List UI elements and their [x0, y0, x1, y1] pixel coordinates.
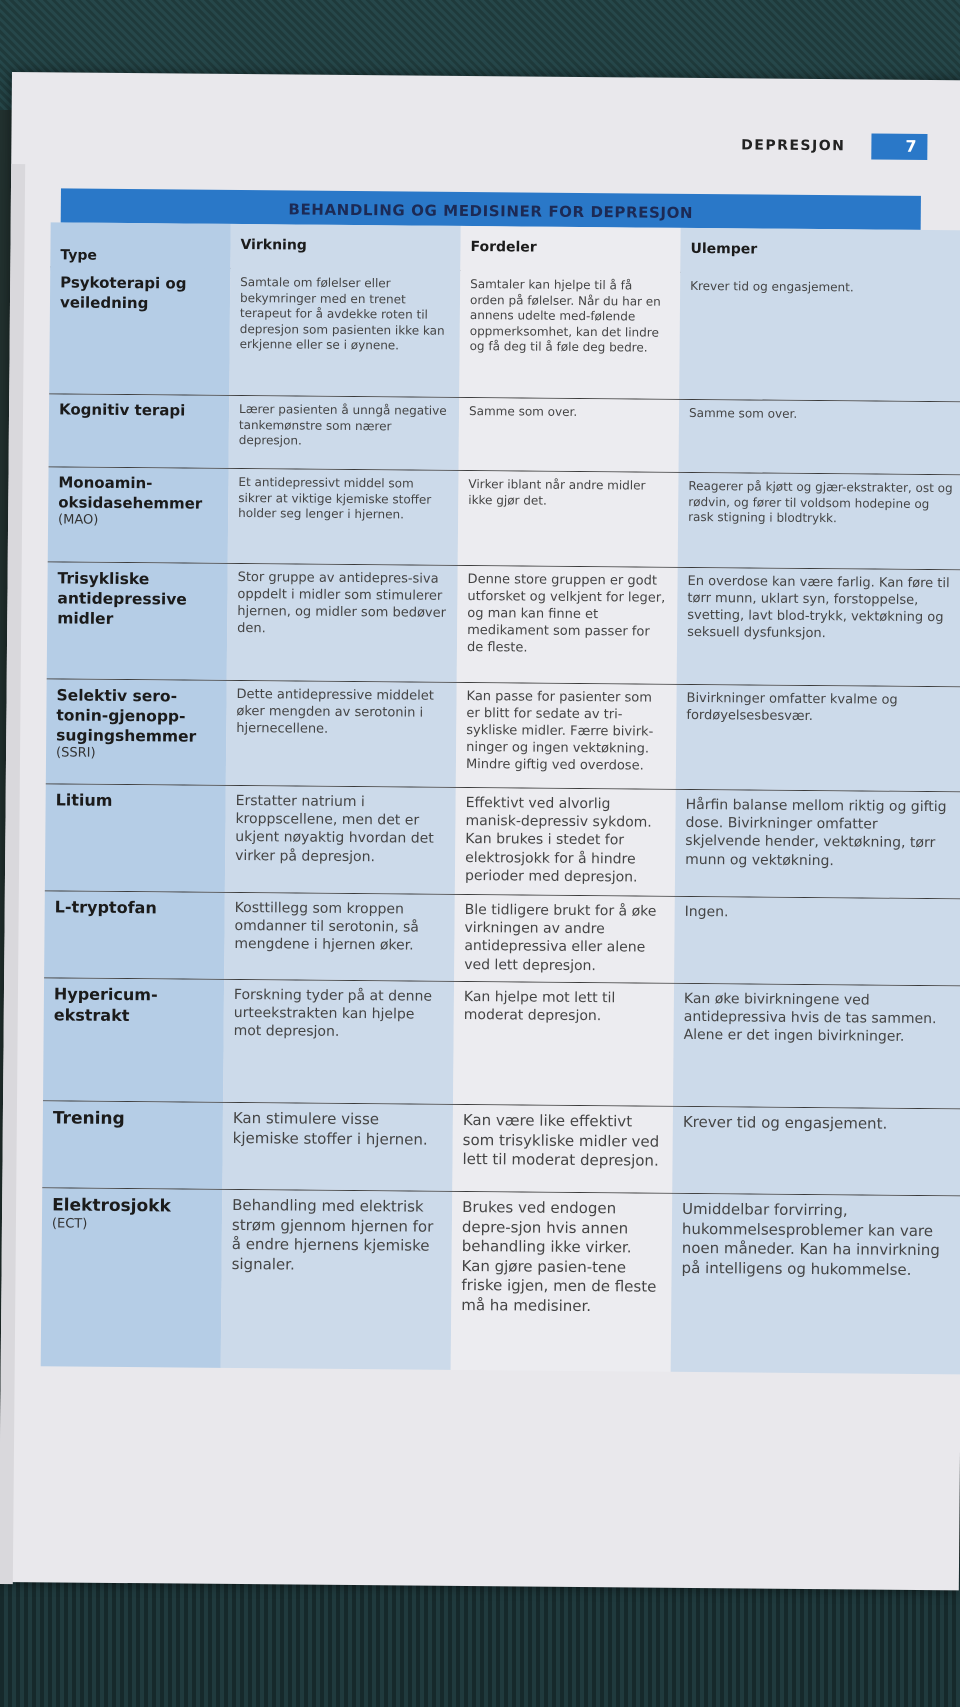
header-type: Type	[50, 222, 230, 272]
row-virkning: Lærer pasienten å unngå negative tankemønstre som nærer depresjon.	[229, 396, 460, 470]
running-head-title: DEPRESJON	[741, 137, 846, 155]
book-page	[0, 72, 960, 1590]
row-virkning: Stor gruppe av antidepres-siva oppdelt i midler som stimulerer hjernen, og midler som bedøver den.	[227, 564, 458, 682]
row-type-label: Litium	[55, 790, 113, 810]
treatment-table	[41, 188, 960, 1374]
row-type	[44, 891, 225, 979]
row-ulemper: Krever tid og engasjement.	[679, 273, 960, 402]
table-row	[46, 679, 960, 792]
row-virkning: Forskning tyder på at denne urteekstrakten kan hjelpe mot depresjon.	[223, 980, 454, 1104]
row-type	[46, 679, 227, 785]
row-type-label: Hypericum-ekstrakt	[53, 984, 158, 1025]
row-ulemper: Umiddelbar forvirring, hukommelsesproblemer kan vare noen måneder. Kan ha innvirkning på intelligens og hukommelse.	[671, 1194, 960, 1375]
table-row	[48, 467, 960, 570]
running-head	[741, 132, 927, 160]
row-type-label: Elektrosjokk	[52, 1195, 171, 1217]
row-type	[49, 267, 230, 395]
row-type-label: Trisykliske antidepressive midler	[57, 569, 187, 629]
row-ulemper: Hårfin balanse mellom riktig og giftig dose. Bivirkninger omfatter skjelvende hender, vektøkning, tørr munn og vektøkning.	[675, 790, 960, 899]
row-ulemper: Krever tid og engasjement.	[672, 1107, 960, 1196]
header-virkning: Virkning	[230, 224, 460, 274]
table-row	[49, 394, 960, 475]
row-ulemper: En overdose kan være farlig. Kan føre til tørr munn, uklart syn, forstoppelse, svetting, lavt blod-trykk, vektøkning og seksuell dysfunksjon.	[677, 568, 960, 687]
row-ulemper: Kan øke bivirkningene ved antidepressiva hvis de tas sammen. Alene er det ingen bivirkninger.	[673, 984, 960, 1109]
row-type-abbrev: (ECT)	[51, 1216, 88, 1232]
row-type-label: Trening	[52, 1108, 125, 1130]
row-virkning: Samtale om følelser eller bekymringer med en trenet terapeut for å avdekke roten til depresjon som pasienten ikke kan erkjenne eller se i øynene.	[229, 269, 460, 397]
row-type-label: Psykoterapi og veiledning	[59, 273, 187, 312]
row-type	[41, 1188, 223, 1368]
table-row	[49, 267, 960, 402]
row-fordeler: Samme som over.	[459, 398, 680, 472]
row-fordeler: Ble tidligere brukt for å øke virkningen av andre antidepressiva eller alene ved lett depresjon.	[454, 895, 675, 983]
row-virkning: Et antidepressivt middel som sikrer at viktige kjemiske stoffer holder seg lenger i hjernen.	[228, 469, 459, 565]
row-type	[49, 394, 230, 468]
row-virkning: Dette antidepressive middelet øker mengden av serotonin i hjernecellene.	[226, 681, 457, 787]
table-caption: BEHANDLING OG MEDISINER FOR DEPRESJON	[61, 188, 921, 230]
row-type-label: L-tryptofan	[54, 897, 157, 918]
row-ulemper: Samme som over.	[679, 400, 960, 475]
row-virkning: Erstatter natrium i kroppscellene, men det er ukjent nøyaktig hvordan det virker på depresjon.	[225, 786, 456, 894]
row-fordeler: Kan passe for pasienter som er blitt for sedate av tri-sykliske midler. Færre bivirk-ninger og ingen vektøkning. Mindre giftig ved overdose.	[456, 683, 677, 789]
row-type	[47, 562, 228, 680]
row-type-label: Selektiv sero-tonin-gjenopp-sugingshemmer	[56, 686, 197, 746]
row-fordeler: Denne store gruppen er godt utforsket og velkjent for leger, og man kan finne et medikament som passer for de fleste.	[457, 566, 678, 684]
header-fordeler: Fordeler	[460, 226, 680, 276]
row-type-abbrev: (MAO)	[58, 512, 99, 528]
table-row	[42, 1101, 960, 1196]
row-fordeler: Samtaler kan hjelpe til å få orden på følelser. Når du har en annens udelte med-følende oppmerksomhet, kan det lindre og få deg til å føle deg bedre.	[459, 271, 680, 399]
page-number: 7	[871, 134, 927, 160]
table-row	[47, 562, 960, 687]
row-ulemper: Reagerer på kjøtt og gjær-ekstrakter, ost og rødvin, og fører til voldsom hodepine og rask stigning i blodtrykk.	[678, 473, 960, 570]
table-row	[45, 784, 960, 899]
table-header-row	[50, 222, 960, 275]
row-virkning: Kosttillegg som kroppen omdanner til serotonin, så mengdene i hjernen øker.	[224, 893, 455, 981]
page-edge	[0, 164, 25, 1584]
row-ulemper: Bivirkninger omfatter kvalme og fordøyelsesbesvær.	[676, 685, 960, 792]
row-virkning: Behandling med elektrisk strøm gjennom hjernen for å endre hjernens kjemiske signaler.	[221, 1190, 453, 1370]
row-type-abbrev: (SSRI)	[55, 745, 96, 762]
table-row	[43, 978, 960, 1109]
row-type	[48, 467, 229, 563]
row-fordeler: Virker iblant når andre midler ikke gjør det.	[458, 471, 679, 567]
row-virkning: Kan stimulere visse kjemiske stoffer i hjernen.	[222, 1103, 453, 1191]
row-type	[45, 784, 226, 892]
row-type	[43, 978, 224, 1102]
row-type	[42, 1101, 223, 1189]
table-row	[44, 891, 960, 986]
row-ulemper: Ingen.	[674, 897, 960, 986]
row-fordeler: Effektivt ved alvorlig manisk-depressiv sykdom. Kan brukes i stedet for elektrosjokk for å hindre perioder med depresjon.	[455, 788, 676, 896]
table-row	[41, 1188, 960, 1374]
row-fordeler: Brukes ved endogen depre-sjon hvis annen behandling ikke virker. Kan gjøre pasien-tene friske igjen, men de fleste må ha medisiner.	[451, 1192, 673, 1372]
header-ulemper: Ulemper	[680, 228, 960, 279]
row-fordeler: Kan hjelpe mot lett til moderat depresjon.	[453, 982, 674, 1106]
row-fordeler: Kan være like effektivt som trisykliske midler ved lett til moderat depresjon.	[452, 1105, 673, 1193]
row-type-label: Monoamin-oksidasehemmer	[58, 473, 203, 513]
row-type-label: Kognitiv terapi	[58, 400, 186, 420]
